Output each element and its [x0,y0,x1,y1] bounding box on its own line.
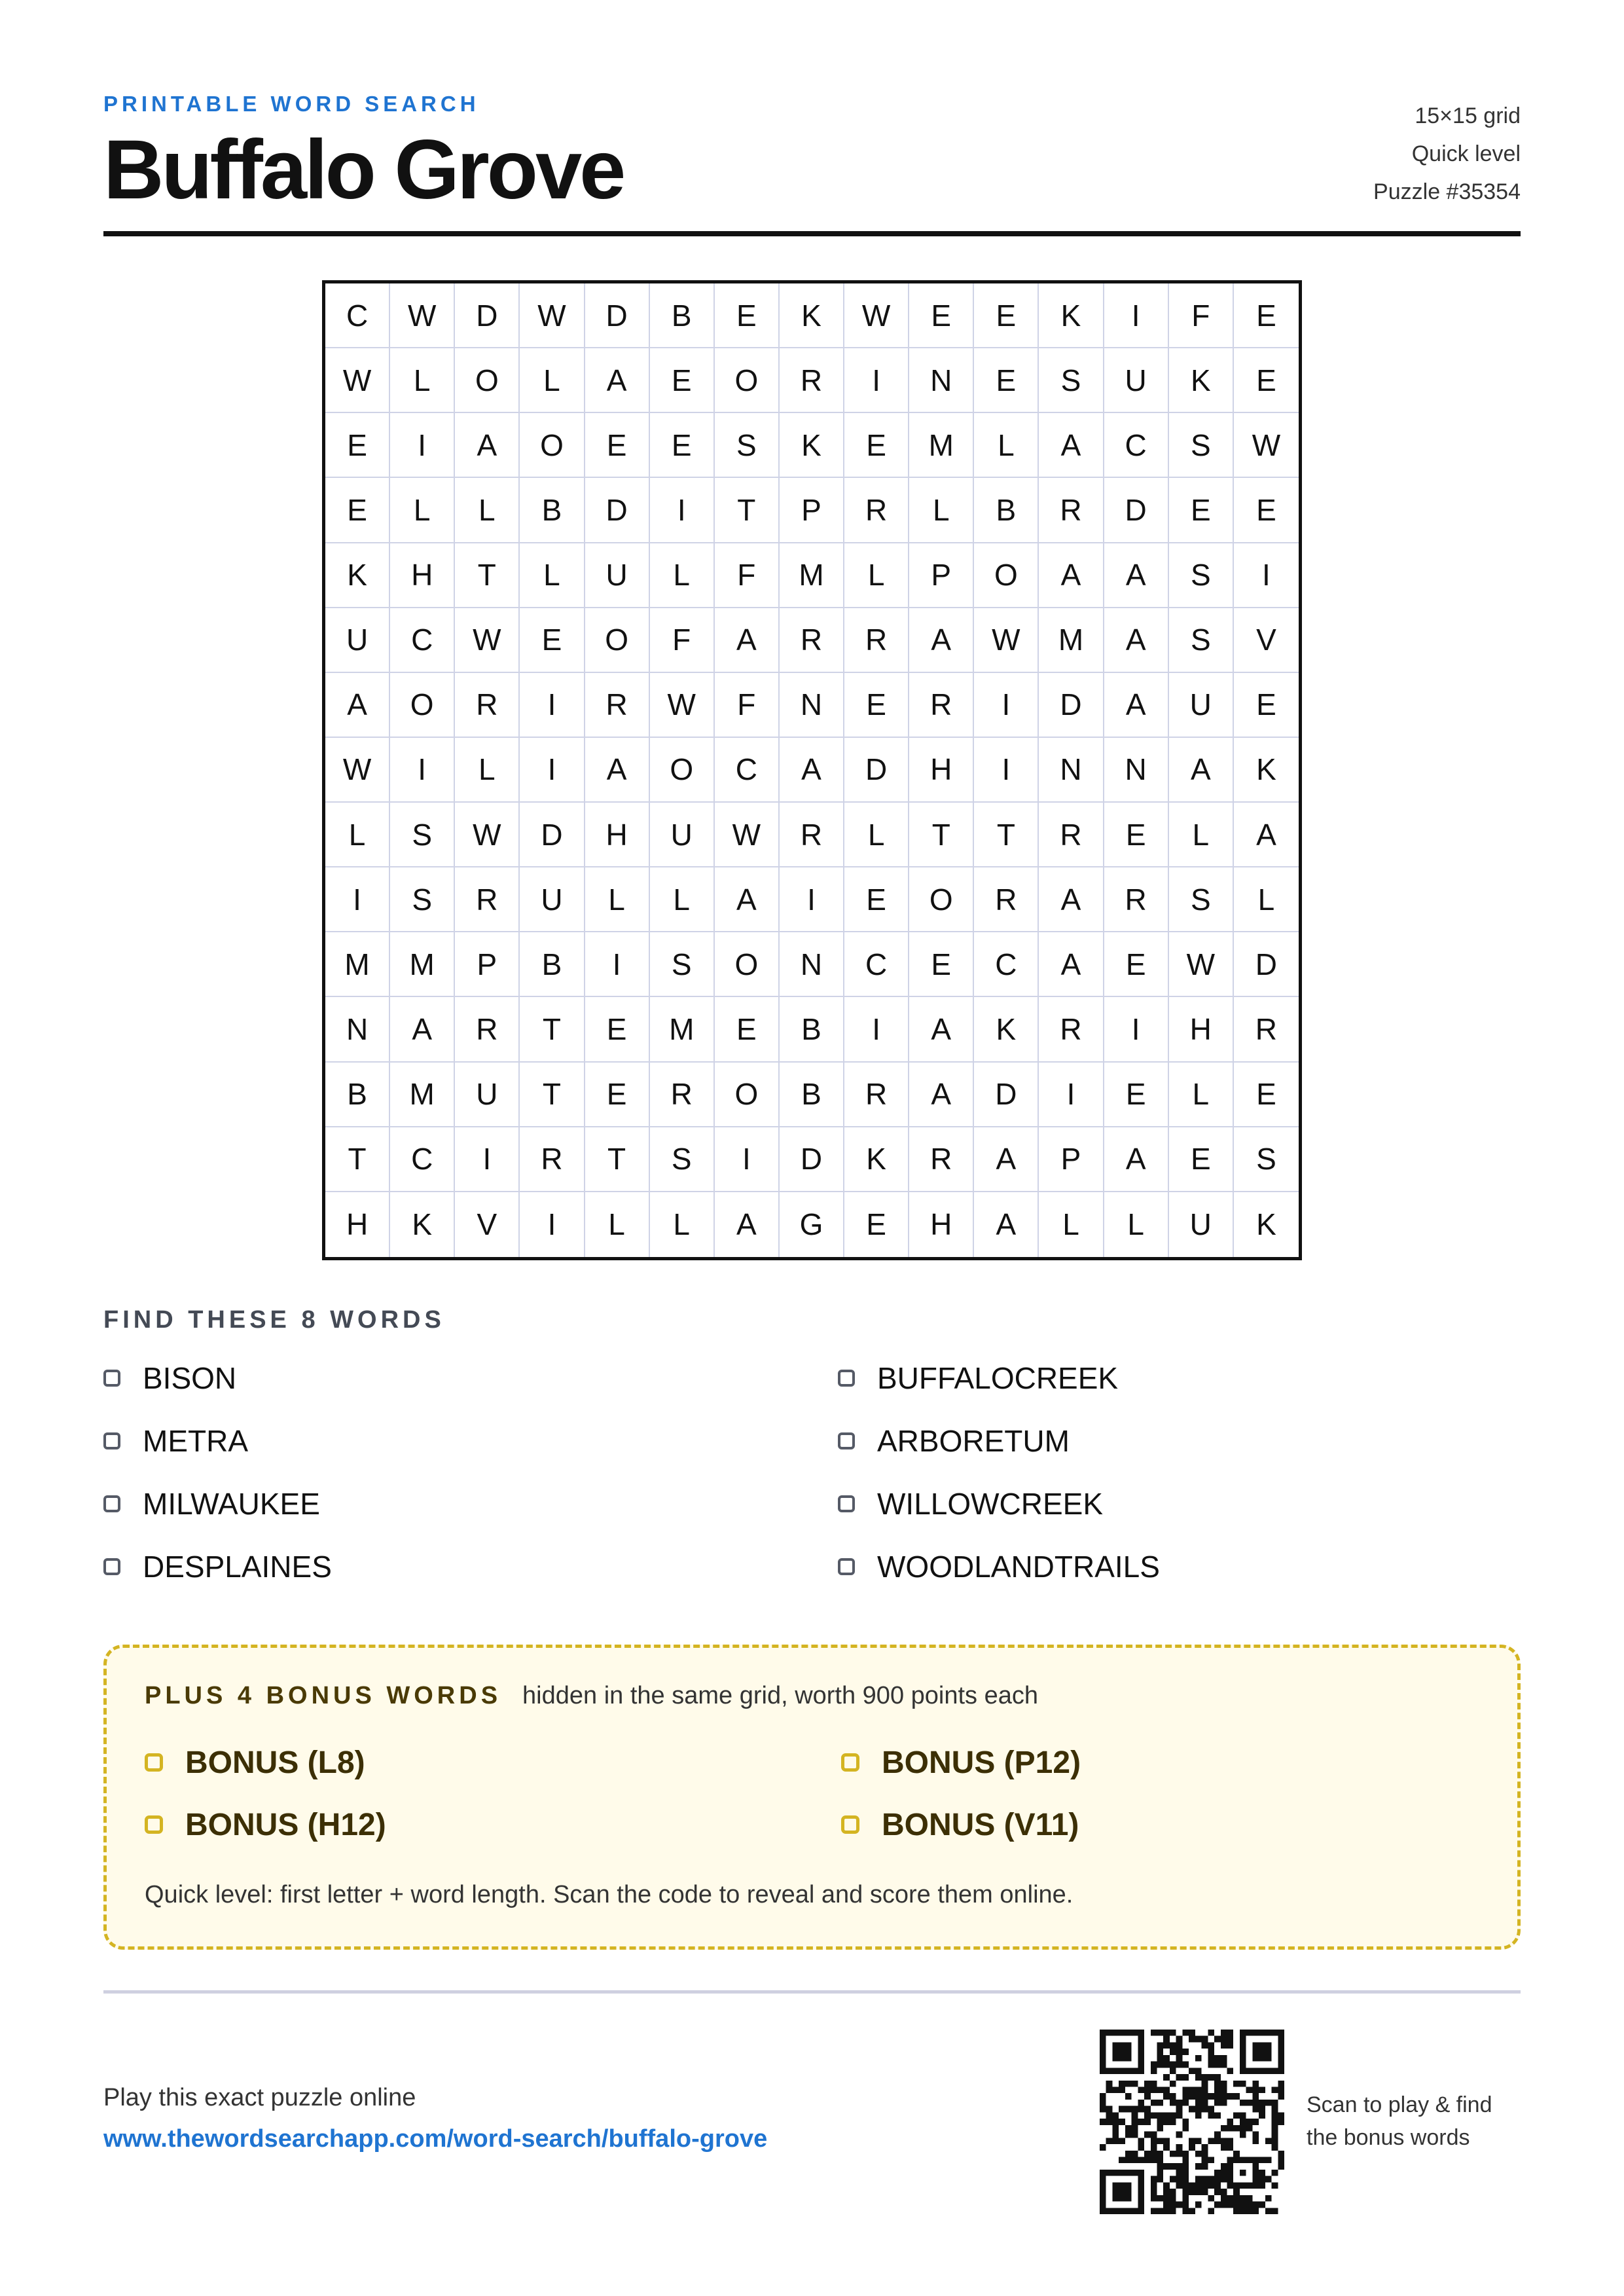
grid-cell[interactable]: E [974,283,1039,348]
grid-cell[interactable]: L [650,867,715,932]
bonus-word-item[interactable] [145,1805,386,1844]
word-label: WILLOWCREEK [877,1487,1104,1521]
grid-cell[interactable]: W [325,348,390,413]
grid-cell[interactable]: B [780,997,844,1062]
grid-cell[interactable]: P [780,478,844,543]
checkbox-icon[interactable] [145,1753,163,1772]
grid-cell[interactable]: L [1104,1192,1169,1257]
grid-cell[interactable]: K [974,997,1039,1062]
grid-cell[interactable]: O [715,932,780,997]
grid-cell[interactable]: S [1169,543,1234,608]
grid-cell[interactable]: T [455,543,520,608]
grid-cell[interactable]: H [1169,997,1234,1062]
grid-cell[interactable]: C [974,932,1039,997]
grid-cell[interactable]: H [909,738,974,803]
grid-cell[interactable]: W [844,283,909,348]
grid-cell[interactable]: D [455,283,520,348]
grid-cell[interactable]: O [455,348,520,413]
grid-cell[interactable]: I [520,1192,585,1257]
grid-cell[interactable]: E [844,867,909,932]
qr-caption-line: Scan to play & find [1307,2092,1492,2117]
grid-cell[interactable]: I [1039,1063,1104,1127]
word-label: MILWAUKEE [143,1487,320,1521]
grid-cell[interactable]: R [974,867,1039,932]
grid-cell[interactable]: G [780,1192,844,1257]
grid-cell[interactable]: I [520,738,585,803]
grid-cell[interactable]: O [390,673,455,738]
grid-cell[interactable]: K [325,543,390,608]
grid-cell[interactable]: A [715,1192,780,1257]
grid-cell[interactable]: I [1104,997,1169,1062]
grid-cell[interactable]: L [650,1192,715,1257]
grid-cell[interactable]: D [1104,478,1169,543]
grid-cell[interactable]: R [1104,867,1169,932]
grid-cell[interactable]: U [325,608,390,673]
grid-cell[interactable]: O [585,608,650,673]
grid-cell[interactable]: S [390,867,455,932]
word-list [103,1358,1521,1620]
grid-cell[interactable]: R [585,673,650,738]
level-label: Quick level [1411,141,1521,166]
grid-cell[interactable]: C [715,738,780,803]
grid-cell[interactable]: E [844,1192,909,1257]
grid-cell[interactable]: O [909,867,974,932]
header [103,92,1521,236]
grid-cell[interactable]: E [650,348,715,413]
grid-cell[interactable]: R [1234,997,1299,1062]
grid-cell[interactable]: I [974,673,1039,738]
grid-cell[interactable]: E [1104,803,1169,867]
grid-cell[interactable]: R [909,1127,974,1192]
grid-cell[interactable]: I [780,867,844,932]
grid-cell[interactable]: O [650,738,715,803]
grid-cell[interactable]: A [455,413,520,478]
grid-cell[interactable]: M [909,413,974,478]
grid-cell[interactable]: L [520,543,585,608]
grid-cell[interactable]: C [390,608,455,673]
grid-cell[interactable]: W [715,803,780,867]
grid-cell[interactable]: D [974,1063,1039,1127]
grid-cell[interactable]: L [585,867,650,932]
grid-cell[interactable]: T [715,478,780,543]
grid-cell[interactable]: A [909,997,974,1062]
grid-cell[interactable]: E [325,413,390,478]
grid-cell[interactable]: A [1104,673,1169,738]
grid-cell[interactable]: L [455,738,520,803]
puzzle-url-link[interactable]: www.thewordsearchapp.com/word-search/buffalo-grove [103,2125,768,2153]
bonus-word-label: BONUS (L8) [185,1745,365,1780]
grid-cell[interactable]: R [455,673,520,738]
grid-cell[interactable]: R [780,348,844,413]
grid-cell[interactable]: E [1169,1127,1234,1192]
grid-cell[interactable]: K [844,1127,909,1192]
grid-cell[interactable]: A [1039,413,1104,478]
grid-cell[interactable]: E [585,1063,650,1127]
grid-cell[interactable]: D [585,283,650,348]
word-label: ARBORETUM [877,1424,1070,1458]
grid-cell[interactable]: K [780,283,844,348]
grid-cell[interactable]: U [520,867,585,932]
grid-cell[interactable]: L [585,1192,650,1257]
grid-cell[interactable]: O [715,348,780,413]
grid-cell[interactable]: E [1104,932,1169,997]
grid-cell[interactable]: A [325,673,390,738]
checkbox-icon[interactable] [103,1370,120,1387]
grid-cell[interactable]: A [715,608,780,673]
grid-cell[interactable]: E [1234,283,1299,348]
grid-cell[interactable]: E [1169,478,1234,543]
grid-cell[interactable]: F [715,673,780,738]
grid-cell[interactable]: B [780,1063,844,1127]
checkbox-icon[interactable] [103,1495,120,1512]
word-item[interactable] [103,1421,248,1461]
grid-cell[interactable]: U [1169,673,1234,738]
word-item[interactable] [838,1484,1103,1523]
word-item[interactable] [838,1547,1160,1586]
checkbox-icon[interactable] [841,1815,859,1834]
bonus-word-item[interactable] [145,1743,365,1782]
puzzle-number-label: Puzzle #35354 [1373,179,1521,204]
grid-cell[interactable]: L [844,543,909,608]
word-item[interactable] [103,1484,320,1523]
grid-cell[interactable]: U [650,803,715,867]
bonus-note: Quick level: first letter + word length. Scan the code to reveal and score them online. [145,1881,1074,1908]
grid-cell[interactable]: W [455,803,520,867]
checkbox-icon[interactable] [838,1495,855,1512]
grid-cell[interactable]: B [974,478,1039,543]
grid-cell[interactable]: R [1039,997,1104,1062]
checkbox-icon[interactable] [841,1753,859,1772]
grid-cell[interactable]: E [1234,478,1299,543]
grid-cell[interactable]: I [1104,283,1169,348]
grid-cell[interactable]: E [844,413,909,478]
grid-cell[interactable]: K [1256,1207,1276,1242]
grid-cell[interactable]: N [325,997,390,1062]
grid-cell[interactable]: H [325,1192,390,1257]
grid-cell[interactable]: U [585,543,650,608]
grid-cell[interactable]: A [1104,543,1169,608]
checkbox-icon[interactable] [838,1432,855,1449]
grid-cell[interactable]: E [974,348,1039,413]
grid-cell[interactable]: S [715,413,780,478]
grid-cell[interactable]: B [520,478,585,543]
letter-grid-cells [325,283,1299,1257]
grid-cell[interactable]: R [844,1063,909,1127]
grid-cell[interactable]: C [390,1127,455,1192]
grid-cell[interactable]: I [325,867,390,932]
grid-cell[interactable]: W [1234,413,1299,478]
grid-cell[interactable]: V [455,1192,520,1257]
grid-cell[interactable]: L [1169,803,1234,867]
grid-cell[interactable]: E [1234,1063,1299,1127]
puzzle-meta [1373,97,1521,211]
header-divider [103,231,1521,236]
grid-cell[interactable]: F [1169,283,1234,348]
grid-cell[interactable]: S [1039,348,1104,413]
grid-cell[interactable]: A [1039,932,1104,997]
grid-cell[interactable]: L [909,478,974,543]
grid-cell[interactable]: E [1234,348,1299,413]
grid-cell[interactable]: E [715,997,780,1062]
grid-cell[interactable]: F [715,543,780,608]
grid-cell[interactable]: V [1234,608,1299,673]
grid-cell[interactable]: W [650,673,715,738]
grid-cell[interactable]: O [974,543,1039,608]
grid-cell[interactable]: K [390,1192,455,1257]
grid-cell[interactable]: L [455,478,520,543]
bonus-title: PLUS 4 BONUS WORDS [145,1682,502,1709]
grid-cell[interactable]: A [390,997,455,1062]
play-online-label: Play this exact puzzle online [103,2084,416,2111]
grid-cell[interactable]: A [1039,543,1104,608]
bonus-subtitle: hidden in the same grid, worth 900 points each [522,1682,1038,1709]
grid-cell[interactable]: I [1234,543,1299,608]
grid-cell[interactable]: L [974,413,1039,478]
word-label: BUFFALOCREEK [877,1361,1119,1395]
bonus-word-label: BONUS (P12) [882,1745,1081,1780]
grid-cell[interactable]: L [390,478,455,543]
grid-cell[interactable]: A [1169,738,1234,803]
grid-cell[interactable]: M [780,543,844,608]
grid-cell[interactable]: C [325,283,390,348]
grid-cell[interactable]: H [390,543,455,608]
grid-cell[interactable]: S [1169,413,1234,478]
grid-cell[interactable]: R [520,1127,585,1192]
grid-cell[interactable]: C [1104,413,1169,478]
grid-cell[interactable]: N [780,932,844,997]
grid-cell[interactable]: K [780,413,844,478]
grid-cell[interactable]: E [650,413,715,478]
grid-cell[interactable]: D [780,1127,844,1192]
grid-cell[interactable]: O [715,1063,780,1127]
grid-cell[interactable]: E [909,283,974,348]
grid-cell[interactable]: N [1104,738,1169,803]
grid-cell[interactable]: A [780,738,844,803]
grid-cell[interactable]: K [1039,283,1104,348]
grid-cell[interactable]: P [455,932,520,997]
footer-divider [103,1990,1521,1994]
grid-cell[interactable]: F [650,608,715,673]
grid-cell[interactable]: I [844,348,909,413]
grid-cell[interactable]: I [455,1127,520,1192]
grid-cell[interactable]: A [974,1127,1039,1192]
grid-cell[interactable]: I [520,673,585,738]
grid-cell[interactable]: M [1039,608,1104,673]
qr-code-icon[interactable] [1100,2030,1284,2214]
grid-cell[interactable]: T [520,997,585,1062]
grid-cell[interactable]: L [650,543,715,608]
grid-cell[interactable]: A [1234,803,1299,867]
word-label: BISON [143,1361,237,1395]
grid-cell[interactable]: A [909,1063,974,1127]
grid-cell[interactable]: R [1039,478,1104,543]
grid-cell[interactable]: W [455,608,520,673]
grid-cell[interactable]: D [844,738,909,803]
grid-cell[interactable]: E [585,413,650,478]
grid-cell[interactable]: N [780,673,844,738]
grid-cell[interactable]: A [974,1192,1039,1257]
grid-cell[interactable]: A [1104,608,1169,673]
grid-cell[interactable]: S [1169,867,1234,932]
grid-cell[interactable]: A [715,867,780,932]
grid-cell[interactable]: I [585,932,650,997]
bonus-word-item[interactable] [841,1805,1079,1844]
grid-size-label: 15×15 grid [1415,103,1521,128]
grid-cell[interactable]: T [974,803,1039,867]
grid-cell[interactable]: L [1234,867,1299,932]
grid-cell[interactable]: L [1039,1192,1104,1257]
grid-cell[interactable]: K [1169,348,1234,413]
grid-cell[interactable]: N [909,348,974,413]
grid-cell[interactable]: K [1234,738,1299,803]
grid-cell[interactable]: S [390,803,455,867]
grid-cell[interactable]: M [390,932,455,997]
grid-cell[interactable]: A [909,608,974,673]
grid-cell[interactable]: B [650,283,715,348]
grid-cell[interactable]: H [909,1192,974,1257]
grid-cell[interactable]: I [390,738,455,803]
grid-cell[interactable]: P [909,543,974,608]
grid-cell[interactable]: M [650,997,715,1062]
grid-cell[interactable]: W [974,608,1039,673]
grid-cell[interactable]: R [909,673,974,738]
grid-cell[interactable]: A [1039,867,1104,932]
grid-cell[interactable]: M [390,1063,455,1127]
grid-cell[interactable]: A [1104,1127,1169,1192]
grid-cell[interactable]: W [520,283,585,348]
grid-cell[interactable]: C [844,932,909,997]
grid-cell[interactable]: E [844,673,909,738]
grid-cell[interactable]: I [390,413,455,478]
grid-cell[interactable]: D [585,478,650,543]
grid-cell[interactable]: M [325,932,390,997]
kicker-label: PRINTABLE WORD SEARCH [103,92,480,116]
grid-cell[interactable]: R [780,608,844,673]
grid-cell[interactable]: I [650,478,715,543]
grid-cell[interactable]: A [585,348,650,413]
grid-cell[interactable]: N [1039,738,1104,803]
checkbox-icon[interactable] [145,1815,163,1834]
word-item[interactable] [838,1358,1118,1398]
checkbox-icon[interactable] [103,1558,120,1575]
grid-cell[interactable]: E [585,997,650,1062]
grid-cell[interactable]: L [325,803,390,867]
grid-cell[interactable]: S [650,1127,715,1192]
grid-cell[interactable]: R [455,867,520,932]
grid-cell[interactable]: P [1039,1127,1104,1192]
grid-cell[interactable]: B [325,1063,390,1127]
grid-cell[interactable]: R [844,608,909,673]
grid-cell[interactable]: L [520,348,585,413]
grid-cell[interactable]: T [520,1063,585,1127]
grid-cell[interactable]: B [520,932,585,997]
bonus-panel [103,1645,1521,1950]
grid-cell[interactable]: W [390,283,455,348]
word-item[interactable] [103,1547,332,1586]
grid-cell[interactable]: D [1039,673,1104,738]
bonus-word-label: BONUS (H12) [185,1807,386,1842]
word-item[interactable] [103,1358,236,1398]
grid-cell[interactable]: O [520,413,585,478]
letter-grid [322,280,1302,1260]
grid-cell[interactable]: H [585,803,650,867]
grid-cell[interactable]: T [909,803,974,867]
grid-cell[interactable]: S [1234,1127,1299,1192]
grid-cell[interactable]: E [1234,673,1299,738]
qr-caption [1307,2088,1492,2154]
grid-cell[interactable]: L [844,803,909,867]
grid-cell[interactable]: W [1169,932,1234,997]
grid-cell[interactable]: I [715,1127,780,1192]
grid-cell[interactable]: R [650,1063,715,1127]
grid-cell[interactable]: W [325,738,390,803]
grid-cell[interactable]: R [844,478,909,543]
word-label: WOODLANDTRAILS [877,1550,1160,1584]
checkbox-icon[interactable] [838,1370,855,1387]
grid-cell[interactable]: U [1104,348,1169,413]
word-label: DESPLAINES [143,1550,332,1584]
grid-cell[interactable]: S [650,932,715,997]
checkbox-icon[interactable] [103,1432,120,1449]
grid-cell[interactable]: E [325,478,390,543]
grid-cell[interactable]: I [974,738,1039,803]
checkbox-icon[interactable] [838,1558,855,1575]
grid-cell[interactable]: S [1169,608,1234,673]
bonus-header [145,1682,1038,1710]
grid-cell[interactable]: D [520,803,585,867]
grid-cell[interactable]: U [455,1063,520,1127]
qr-caption-line: the bonus words [1307,2125,1470,2150]
grid-cell[interactable]: E [909,932,974,997]
grid-cell[interactable]: U [1169,1192,1234,1257]
word-item[interactable] [838,1421,1070,1461]
grid-cell[interactable]: L [390,348,455,413]
find-words-heading: FIND THESE 8 WORDS [103,1306,445,1334]
grid-cell[interactable]: R [1039,803,1104,867]
grid-cell[interactable]: A [585,738,650,803]
grid-cell[interactable]: E [1104,1063,1169,1127]
grid-cell[interactable]: E [520,608,585,673]
grid-cell[interactable]: D [1234,932,1299,997]
grid-cell[interactable]: E [715,283,780,348]
grid-cell[interactable]: R [455,997,520,1062]
grid-cell[interactable]: L [1169,1063,1234,1127]
bonus-word-item[interactable] [841,1743,1081,1782]
grid-cell[interactable]: T [585,1127,650,1192]
grid-cell[interactable]: I [844,997,909,1062]
bonus-word-label: BONUS (V11) [882,1807,1079,1842]
word-label: METRA [143,1424,248,1458]
grid-cell[interactable]: R [780,803,844,867]
page-title: Buffalo Grove [103,123,624,217]
grid-cell[interactable]: T [325,1127,390,1192]
